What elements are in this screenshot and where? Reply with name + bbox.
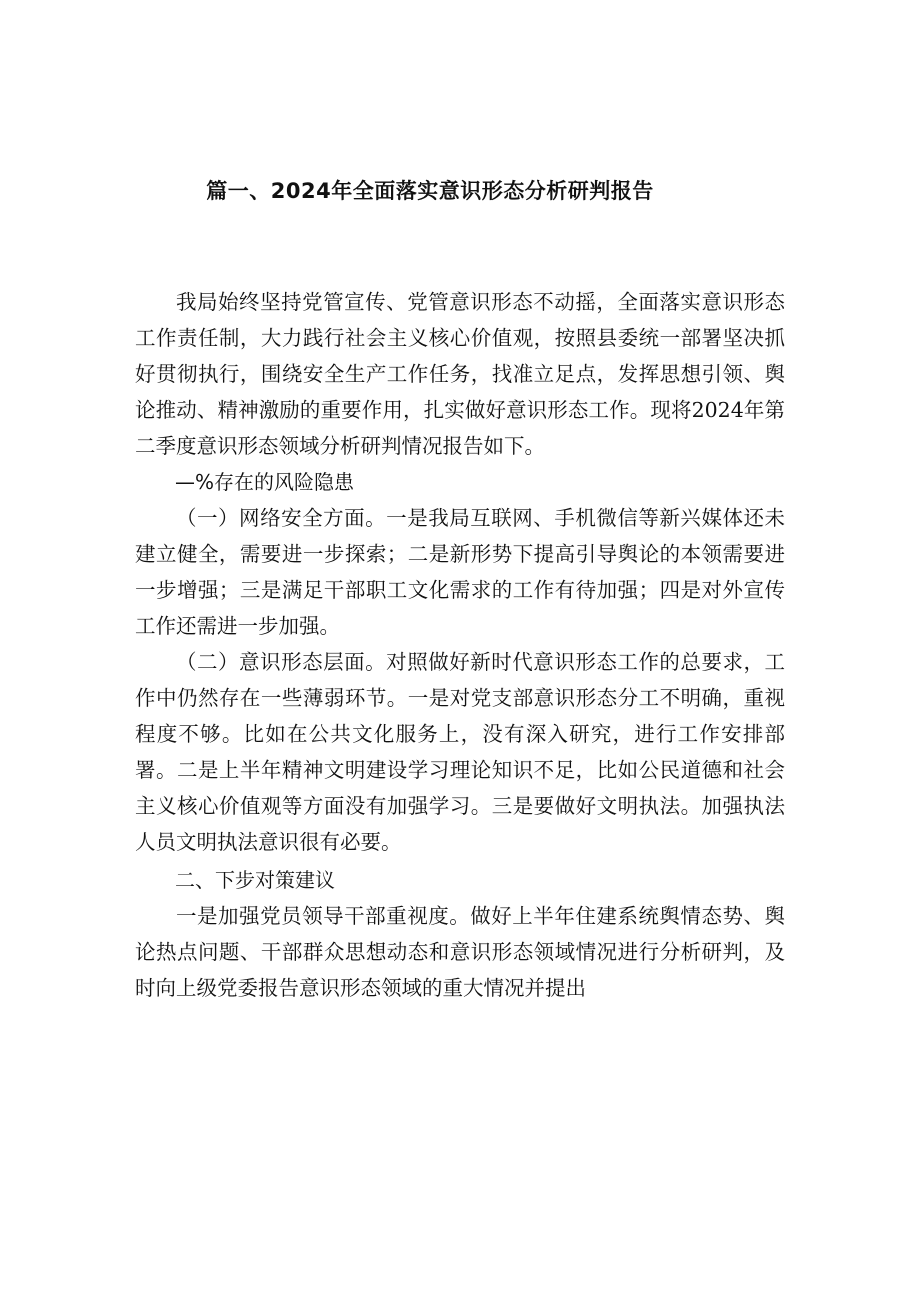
document-title: 篇一、2024年全面落实意识形态分析研判报告 xyxy=(206,179,654,203)
intro-paragraph: 我局始终坚持党管宣传、党管意识形态不动摇，全面落实意识形态工作责任制，大力践行社会主义核心价值观，按照县委统一部署坚决抓好贯彻执行，围绕安全生产工作任务，找准立足点，发挥思想引领、舆论推动、精神激励的重要作用，扎实做好意识形态工作。现将2024年第二季度意识形态领域分析研判情况报告如下。 xyxy=(135,290,785,458)
section-heading-measures: 二、下步对策建议 xyxy=(175,868,335,892)
paragraph-measure-one: 一是加强党员领导干部重视度。做好上半年住建系统舆情态势、舆论热点问题、干部群众思想动态和意识形态领域情况进行分析研判，及时向上级党委报告意识形态领域的重大情况并提出 xyxy=(135,904,785,1000)
paragraph-network-security: （一）网络安全方面。一是我局互联网、手机微信等新兴媒体还未建立健全，需要进一步探索；二是新形势下提高引导舆论的本领需要进一步增强；三是满足干部职工文化需求的工作有待加强；四是对外宣传工作还需进一步加强。 xyxy=(135,506,785,638)
document-body xyxy=(135,284,785,1006)
paragraph-ideology-level: （二）意识形态层面。对照做好新时代意识形态工作的总要求，工作中仍然存在一些薄弱环节。一是对党支部意识形态分工不明确，重视程度不够。比如在公共文化服务上，没有深入研究，进行工作安排部署。二是上半年精神文明建设学习理论知识不足，比如公民道德和社会主义核心价值观等方面没有加强学习。三是要做好文明执法。加强执法人员文明执法意识很有必要。 xyxy=(135,650,785,854)
section-heading-risks: —%存在的风险隐患 xyxy=(175,470,355,494)
